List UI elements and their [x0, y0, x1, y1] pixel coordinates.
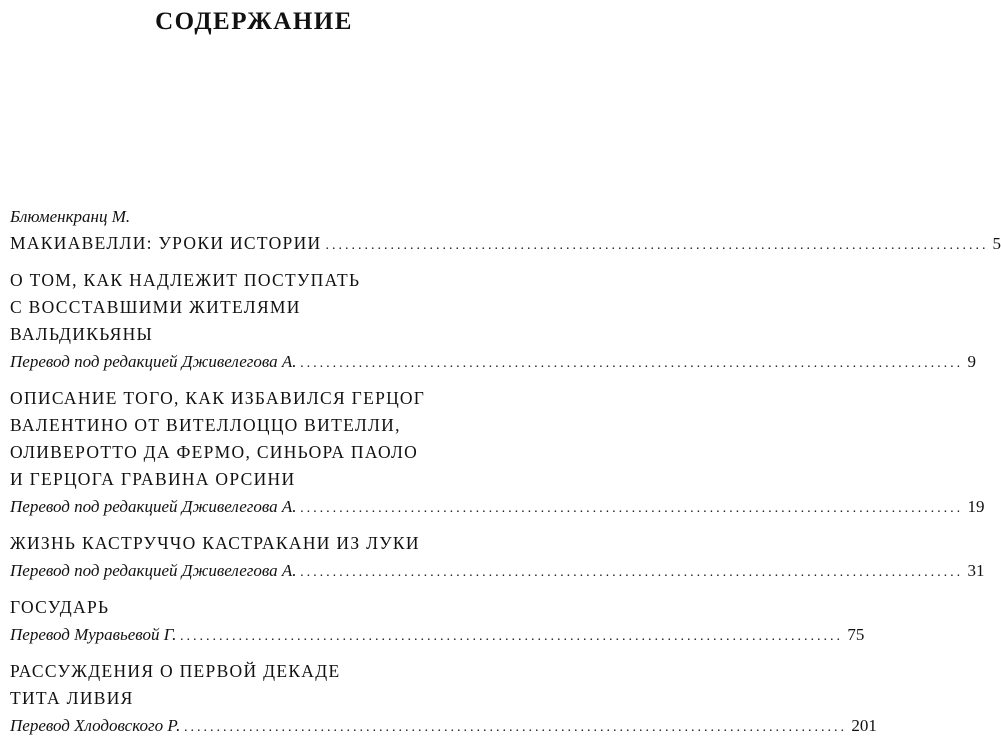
toc-line-with-page[interactable] [10, 557, 985, 584]
dot-leader: ...................................................................................................... [180, 629, 844, 644]
entry-title-line: И ГЕРЦОГА ГРАВИНА ОРСИНИ [10, 469, 296, 489]
entry-title-line: РАССУЖДЕНИЯ О ПЕРВОЙ ДЕКАДЕ [10, 661, 341, 681]
entry-title-line: ТИТА ЛИВИЯ [10, 688, 134, 708]
toc-entry-intro [10, 204, 1001, 257]
toc-line-with-page[interactable] [10, 493, 985, 520]
entry-translator: Перевод под редакцией Дживелегова А. [10, 561, 297, 580]
entry-title-line: ЖИЗНЬ КАСТРУЧЧО КАСТРАКАНИ ИЗ ЛУКИ [10, 533, 420, 553]
toc-line-with-page[interactable] [10, 712, 877, 739]
entry-translator: Перевод под редакцией Дживелегова А. [10, 497, 297, 516]
toc-entry-valdichiana [10, 267, 977, 375]
dot-leader: ...................................................................................................... [300, 565, 964, 580]
dot-leader: ...................................................................................................... [300, 356, 964, 371]
dot-leader: ...................................................................................................... [325, 238, 989, 253]
dot-leader: ...................................................................................................... [184, 720, 848, 735]
entry-title-line: ОПИСАНИЕ ТОГО, КАК ИЗБАВИЛСЯ ГЕРЦОГ [10, 388, 426, 408]
entry-translator: Перевод Хлодовского Р. [10, 716, 181, 735]
entry-title-line: ГОСУДАРЬ [10, 597, 110, 617]
toc-entry-prince [10, 594, 865, 648]
entry-title-line: ВАЛЕНТИНО ОТ ВИТЕЛЛОЦЦО ВИТЕЛЛИ, [10, 415, 401, 435]
page-number: 31 [967, 561, 985, 580]
entry-title-line: С ВОССТАВШИМИ ЖИТЕЛЯМИ [10, 297, 301, 317]
table-of-contents [10, 204, 1001, 739]
entry-title-line: ВАЛЬДИКЬЯНЫ [10, 324, 154, 344]
page-number: 9 [967, 352, 977, 371]
toc-line-with-page[interactable] [10, 621, 865, 648]
page-number: 19 [967, 497, 985, 516]
dot-leader: ...................................................................................................... [300, 501, 964, 516]
page-number: 75 [847, 625, 865, 644]
entry-translator: Перевод Муравьевой Г. [10, 625, 177, 644]
toc-entry-valentino [10, 385, 985, 520]
toc-entry-discourses [10, 658, 877, 739]
entry-translator: Перевод под редакцией Дживелегова А. [10, 352, 297, 371]
toc-line-with-page[interactable] [10, 230, 1001, 257]
entry-title-line: ОЛИВЕРОТТО ДА ФЕРМО, СИНЬОРА ПАОЛО [10, 442, 419, 462]
toc-line-with-page[interactable] [10, 348, 977, 375]
page-title: СОДЕРЖАНИЕ [155, 8, 353, 35]
page-number: 5 [992, 234, 1001, 253]
entry-title-line: МАКИАВЕЛЛИ: УРОКИ ИСТОРИИ [10, 233, 322, 253]
page-number: 201 [851, 716, 877, 735]
entry-author: Блюменкранц М. [10, 207, 131, 226]
entry-title-line: О ТОМ, КАК НАДЛЕЖИТ ПОСТУПАТЬ [10, 270, 361, 290]
toc-entry-castruccio [10, 530, 985, 584]
